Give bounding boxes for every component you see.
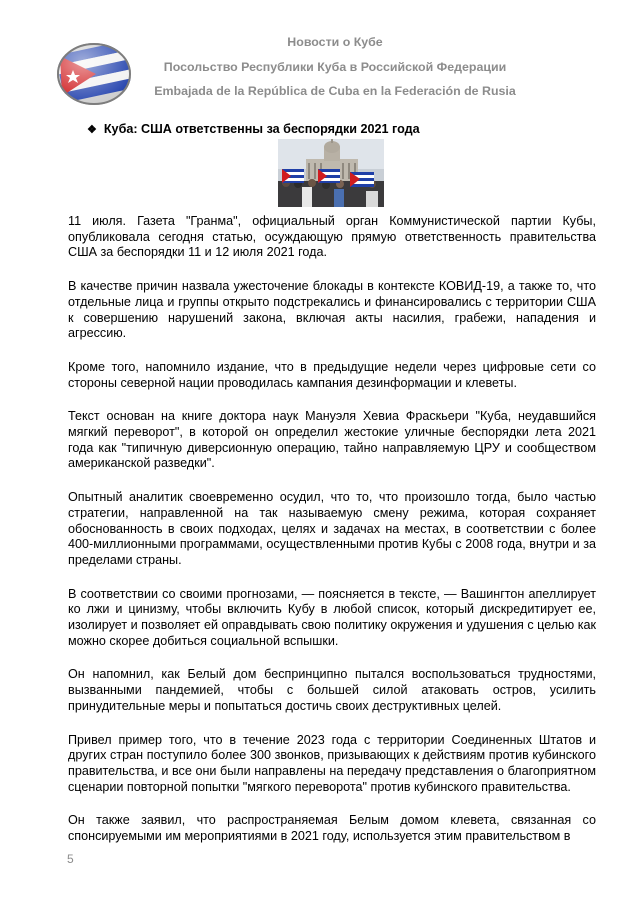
article-paragraph: Опытный аналитик своевременно осудил, что то, что произошло тогда, было частью стратегии, направленной на так называемую смену режима, которая сохраняет обоснованность в своих подходах, целях и задачах на местах, в соответствии с более 400-миллионными программами, осуществленными против Кубы с 2008 года, внутри и за пределами страны. — [68, 490, 596, 567]
headline-text: Куба: США ответственны за беспорядки 2021 года — [103, 122, 420, 136]
article-paragraph: Он также заявил, что распространяемая Белым домом клевета, связанная со спонсируемыми им мероприятиями в 2021 году, используется этим правительством в — [68, 813, 596, 844]
article-paragraph: 11 июля. Газета "Гранма", официальный орган Коммунистической партии Кубы, опубликовала сегодня статью, осуждающую прямую ответственность правительства США за беспорядки 11 и 12 июля 2021 года. — [68, 214, 596, 260]
article-headline — [87, 122, 420, 136]
article-body — [68, 214, 596, 845]
diamond-bullet-icon: ❖ — [87, 124, 97, 136]
page-number: 5 — [67, 852, 74, 866]
article-paragraph: Текст основан на книге доктора наук Мануэля Хевиа Фраскьери "Куба, неудавшийся мягкий переворот", в которой он определил жестокие уличные беспорядки лета 2021 года как "типичную диверсионную операцию, тайно направляемую ЦРУ и сообществом американской разведки". — [68, 409, 596, 471]
cuba-flag-logo-icon — [56, 42, 132, 106]
article-photo — [278, 139, 384, 207]
article-paragraph: Привел пример того, что в течение 2023 года с территории Соединенных Штатов и других стран поступило более 300 звонков, призывающих к действиям против кубинского правительства, и все они были направлены на передачу представления о благоприятном сценарии повторной попытки "мягкого переворота" против кубинского правительства. — [68, 732, 596, 794]
header-news-title: Новости о Кубе — [287, 35, 383, 49]
article-paragraph: В качестве причин назвала ужесточение блокады в контексте КОВИД-19, а также то, что отдельные лица и группы открыто подстрекались и финансировались с территории США к совершению нарушений закона, включая акты насилия, грабежи, нападения и агрессию. — [68, 279, 596, 341]
article-paragraph: Кроме того, напомнило издание, что в предыдущие недели через цифровые сети со стороны северной нации проводилась кампания дезинформации и клеветы. — [68, 359, 596, 390]
article-paragraph: Он напомнил, как Белый дом беспринципно пытался воспользоваться трудностями, вызванными пандемией, чтобы с большей силой атаковать остров, усилить принудительные меры и попытаться достичь своих деструктивных целей. — [68, 667, 596, 713]
article-paragraph: В соответствии со своими прогнозами, — поясняется в тексте, — Вашингтон апеллирует ко лжи и цинизму, чтобы включить Кубу в любой список, который дискредитирует ее, изолирует и позволяет ей оправдывать свою политику окружения и удушения с целью как можно скорее добиться социальной вспышки. — [68, 586, 596, 648]
header-embassy-spanish: Embajada de la República de Cuba en la Federación de Rusia — [154, 84, 516, 98]
header-embassy-russian: Посольство Республики Куба в Российской Федерации — [163, 60, 507, 74]
